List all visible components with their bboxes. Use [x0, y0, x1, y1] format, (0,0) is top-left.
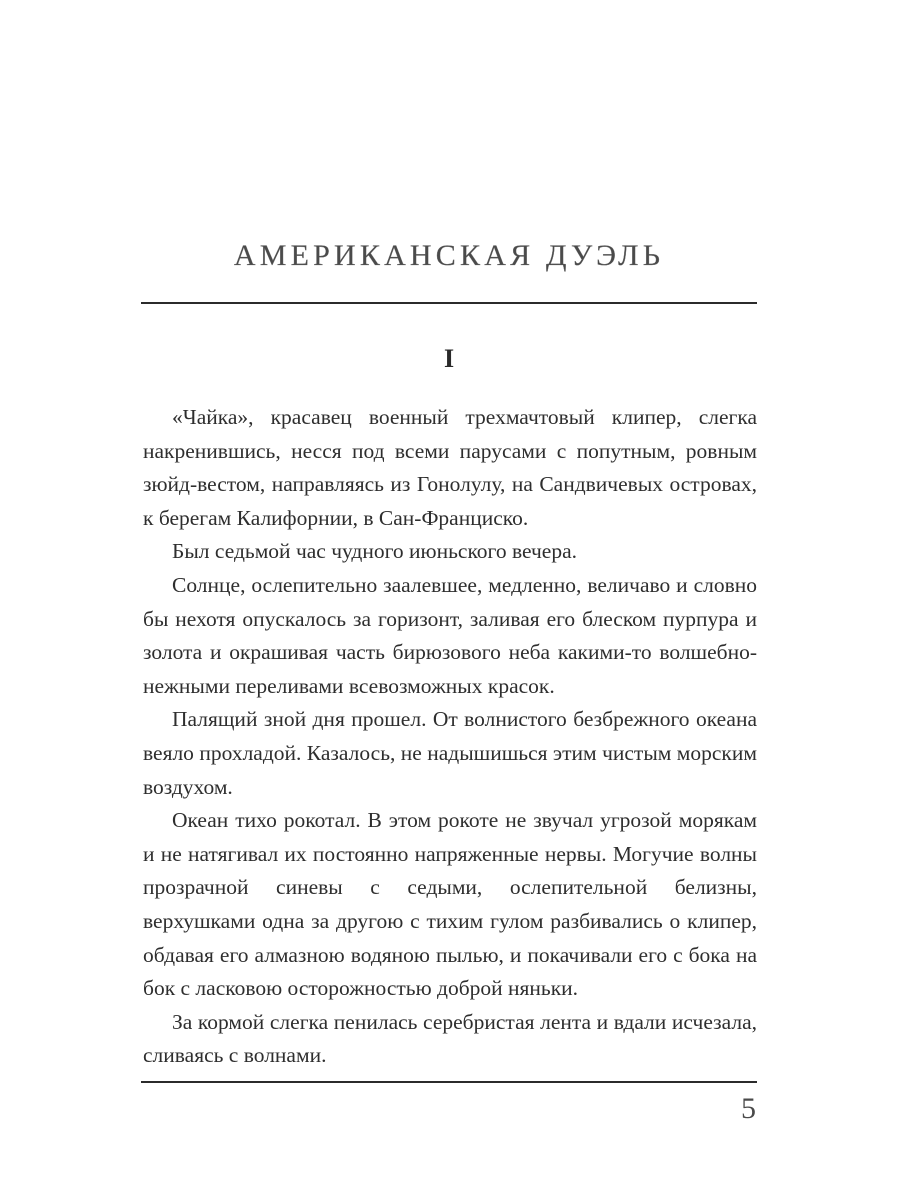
body-text — [143, 401, 757, 1073]
paragraph: Был седьмой час чудного июньского вечера. — [172, 539, 578, 564]
header-rule — [141, 302, 757, 304]
paragraph: Палящий зной дня прошел. От волнистого безбрежного океана веяло прохладой. Казалось, не надышишься этим чистым морским воздухом. — [143, 707, 757, 799]
paragraph: Солнце, ослепительно заалевшее, медленно, величаво и словно бы нехотя опускалось за горизонт, заливая его блеском пурпура и золота и окрашивая часть бирюзового неба какими-то волшебно-нежными переливами всевозможных красок. — [143, 572, 757, 698]
page-number: 5 — [741, 1092, 756, 1125]
paragraph: «Чайка», красавец военный трехмачтовый клипер, слегка накренившись, несся под всеми парусами с попутным, ровным зюйд-вестом, направляясь из Гонолулу, на Сандвичевых островах, к берегам Калифорнии, в Сан-Франциско. — [143, 405, 757, 530]
paragraph: За кормой слегка пенилась серебристая лента и вдали исчезала, сливаясь с волнами. — [143, 1009, 757, 1068]
footer-rule — [141, 1081, 757, 1083]
chapter-title: АМЕРИКАНСКАЯ ДУЭЛЬ — [233, 239, 665, 272]
paragraph: Океан тихо рокотал. В этом рокоте не звучал угрозой морякам и не натягивал их постоянно напряженные нервы. Могучие волны прозрачной синевы с седыми, ослепительной белизны, верхушками одна за другою с тихим гулом разбивались о клипер, обдавая его алмазною водяною пылью, и покачивали его с бока на бок с ласковою осторожностью доброй няньки. — [143, 808, 757, 1001]
section-number: I — [443, 344, 455, 373]
